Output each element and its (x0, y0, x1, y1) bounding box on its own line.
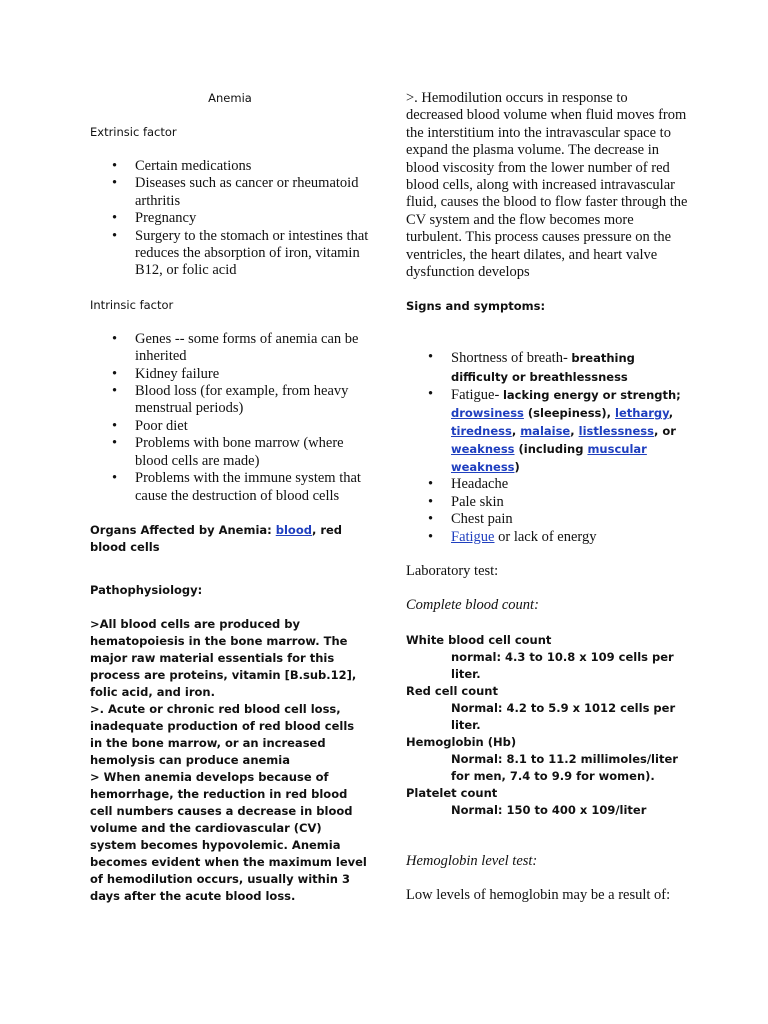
page-title: Anemia (208, 91, 252, 105)
low-levels-text: Low levels of hemoglobin may be a result of: (406, 887, 671, 904)
malaise-link[interactable]: malaise (520, 424, 571, 439)
list-item: • Poor diet (90, 418, 370, 435)
signs-heading: Signs and symptoms: (406, 299, 546, 314)
fatigue-rest: or lack of energy (494, 528, 597, 545)
fatigue-link[interactable]: Fatigue (451, 528, 495, 545)
blood-link[interactable]: blood (275, 522, 312, 537)
organs-label: Organs Affected by Anemia: (90, 522, 276, 537)
sleepiness-text: (sleepiness), (523, 406, 616, 421)
patho-paragraph-3: > When anemia develops because of hemorrhage, the reduction in red blood cell numbers causes a decrease in blood volume and the cardiovascular (CV) system becomes hypovolemic. Anemia becomes evident when the maximum level of hemodilution occurs, usually within 3 days after the acute blood loss. (90, 769, 367, 903)
fatigue-label: Fatigue- (451, 386, 503, 403)
list-item: • Pale skin (406, 494, 688, 511)
pathophysiology-heading: Pathophysiology: (90, 582, 203, 597)
rbc-value: Normal: 4.2 to 5.9 x 1012 cells per liter. (451, 700, 676, 732)
separator: , (511, 424, 521, 439)
left-column (90, 90, 370, 905)
wbc-label: White blood cell count (406, 632, 552, 647)
list-item: • Problems with the immune system that cause the destruction of blood cells (90, 470, 370, 505)
platelet-value: Normal: 150 to 400 x 109/liter (451, 802, 647, 817)
close-paren: ) (514, 460, 520, 475)
list-item: • Kidney failure (90, 366, 370, 383)
list-item: • Diseases such as cancer or rheumatoid arthritis (90, 175, 370, 210)
listlessness-link[interactable]: listlessness (578, 424, 654, 439)
drowsiness-link[interactable]: drowsiness (451, 406, 524, 421)
lab-test-title: Laboratory test: (406, 562, 499, 579)
weakness-link[interactable]: weakness (451, 442, 515, 457)
list-item: • Surgery to the stomach or intestines that reduces the absorption of iron, vitamin B12, or folic acid (90, 228, 370, 280)
extrinsic-heading: Extrinsic factor (90, 125, 177, 139)
signs-list (406, 349, 688, 545)
sob-label: Shortness of breath- (451, 350, 572, 367)
sob-desc: breathing difficulty or breathlessness (451, 351, 635, 384)
hgb-label: Hemoglobin (Hb) (406, 734, 517, 749)
list-item (406, 386, 688, 476)
or-text: , or (653, 424, 676, 439)
fatigue-desc: lacking energy or strength; (502, 387, 681, 402)
list-item: • Chest pain (406, 511, 688, 528)
patho-paragraph-1: >All blood cells are produced by hematopoiesis in the bone marrow. The major raw material essentials for this process are proteins, vitamin [B.sub.12], folic acid, and iron. (90, 616, 357, 699)
cbc-title: Complete blood count: (406, 597, 539, 614)
hemoglobin-test-title: Hemoglobin level test: (406, 852, 538, 869)
lethargy-link[interactable]: lethargy (615, 406, 669, 421)
tiredness-link[interactable]: tiredness (451, 424, 512, 439)
including-text: (including (514, 442, 588, 457)
patho-paragraph-2: >. Acute or chronic red blood cell loss, inadequate production of red blood cells in the bone marrow, or an increased hemolysis can produce anemia (90, 701, 355, 767)
list-item (406, 349, 688, 385)
separator: , (668, 406, 674, 421)
intrinsic-heading: Intrinsic factor (90, 297, 174, 312)
list-item: • Genes -- some forms of anemia can be inherited (90, 331, 370, 366)
list-item: • Headache (406, 476, 688, 493)
muscular-weakness-link[interactable]: muscular weakness (451, 442, 647, 475)
list-item: • Blood loss (for example, from heavy menstrual periods) (90, 383, 370, 418)
list-item (406, 529, 688, 546)
hemodilution-paragraph: >. Hemodilution occurs in response to decreased blood volume when fluid moves from the interstitium into the intravascular space to expand the plasma volume. The decrease in blood viscosity from the lower number of red blood cells, along with increased intravascular fluid, causes the blood to flow faster through the CV system and the flow becomes more turbulent. This process causes pressure on the ventricles, the heart dilates, and heart valve dysfunction develops (406, 90, 688, 281)
separator: , (570, 424, 579, 439)
list-item: • Problems with bone marrow (where blood cells are made) (90, 435, 370, 470)
organs-rest: , red blood cells (90, 522, 343, 554)
platelet-label: Platelet count (406, 785, 498, 800)
cbc-section (406, 632, 688, 819)
intrinsic-list (90, 331, 370, 505)
extrinsic-list (90, 158, 370, 280)
right-column (406, 90, 688, 905)
hgb-value: Normal: 8.1 to 11.2 millimoles/liter for men, 7.4 to 9.9 for women). (451, 751, 678, 783)
wbc-value: normal: 4.3 to 10.8 x 109 cells per liter. (451, 649, 674, 681)
list-item: • Certain medications (90, 158, 370, 175)
organs-affected (90, 522, 370, 556)
list-item: • Pregnancy (90, 210, 370, 227)
rbc-label: Red cell count (406, 683, 498, 698)
